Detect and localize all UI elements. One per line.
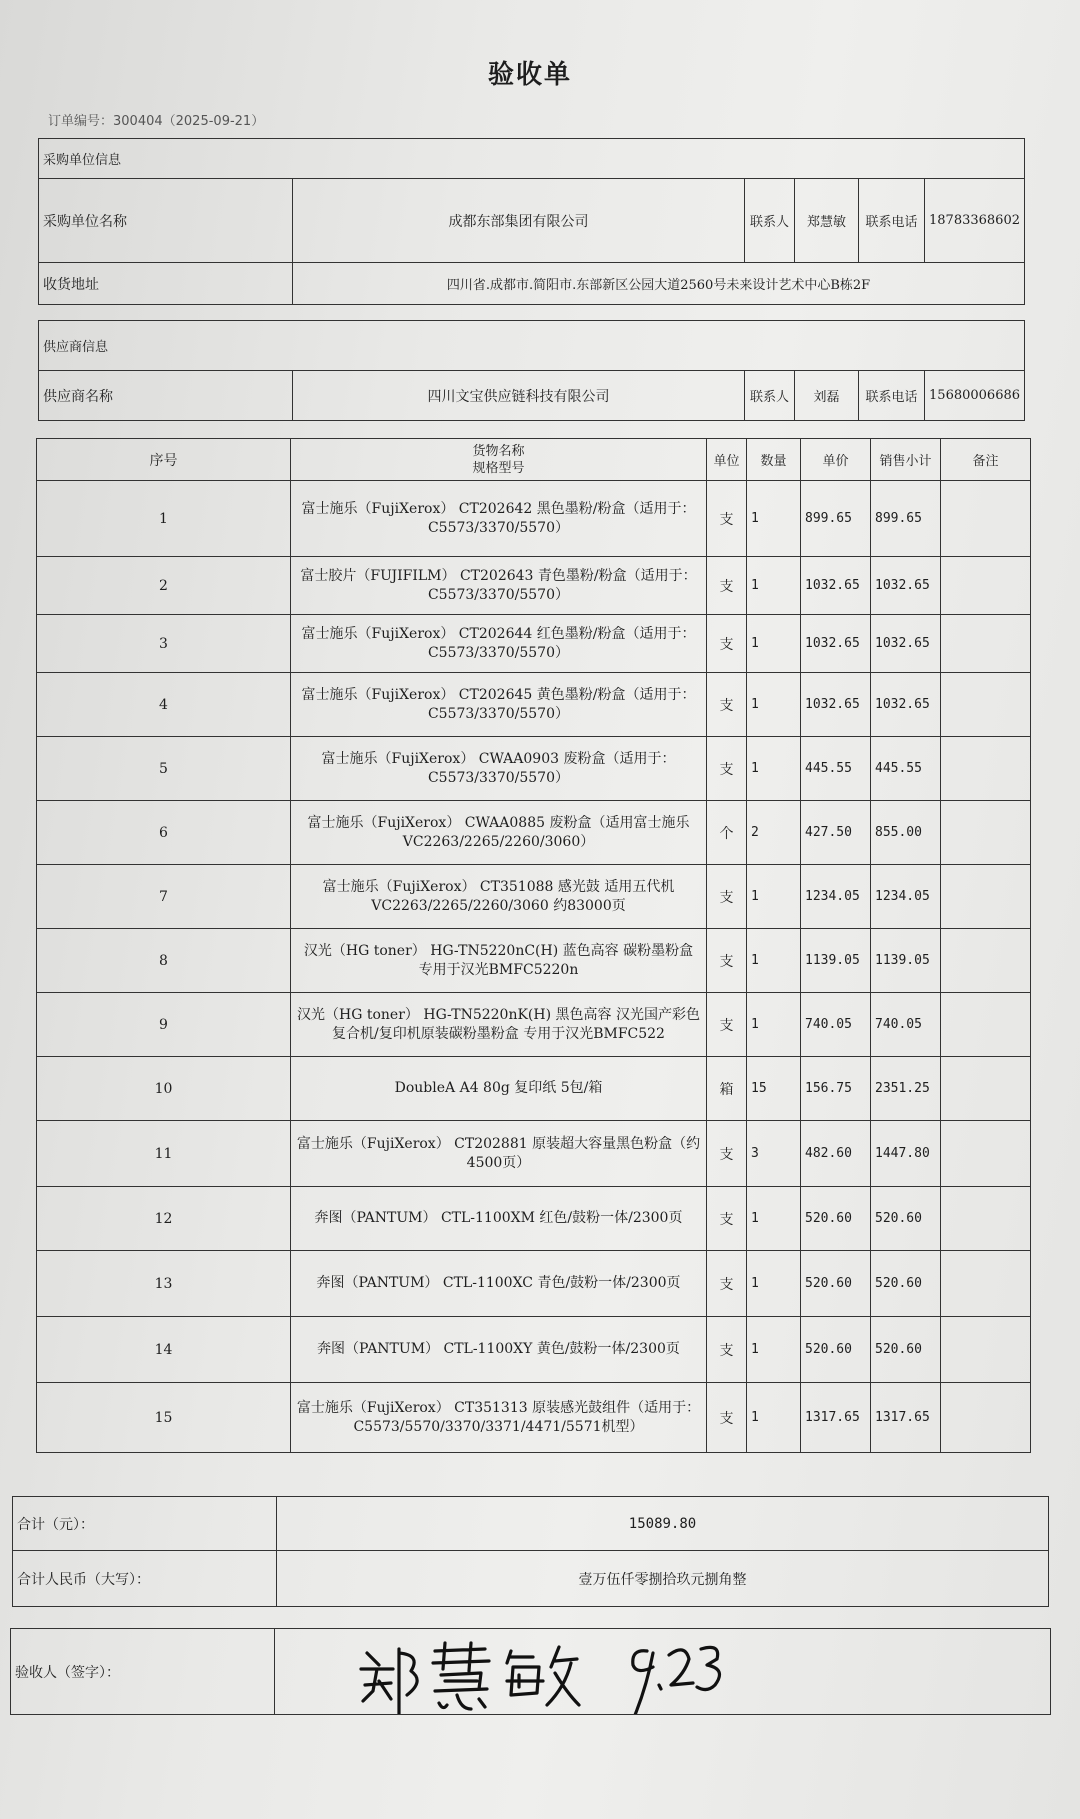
header-seq: 序号 [37, 439, 291, 481]
supplier-contact-label: 联系人 [745, 371, 795, 421]
item-qty: 15 [747, 1057, 801, 1121]
item-unit: 支 [707, 865, 747, 929]
item-subtotal: 1032.65 [871, 615, 941, 673]
table-row [37, 1187, 1031, 1251]
supplier-info-table [38, 320, 1025, 421]
item-price: 899.65 [801, 481, 871, 557]
item-subtotal: 855.00 [871, 801, 941, 865]
item-qty: 1 [747, 557, 801, 615]
item-seq: 12 [37, 1187, 291, 1251]
header-qty: 数量 [747, 439, 801, 481]
header-unit: 单位 [707, 439, 747, 481]
item-unit: 支 [707, 929, 747, 993]
item-seq: 10 [37, 1057, 291, 1121]
handwritten-signature [275, 1629, 1051, 1715]
buyer-address-label: 收货地址 [39, 263, 293, 305]
item-unit: 支 [707, 557, 747, 615]
item-remark [941, 1057, 1031, 1121]
table-row [37, 1121, 1031, 1187]
item-name: 富士施乐（FujiXerox） CT202645 黄色墨粉/粉盒（适用于：C5573/3370/5570） [291, 673, 707, 737]
item-price: 1032.65 [801, 557, 871, 615]
supplier-section-label: 供应商信息 [39, 321, 1025, 371]
item-name: 富士施乐（FujiXerox） CT351313 原装感光鼓组件（适用于：C5573/5570/3370/3371/4471/5571机型） [291, 1383, 707, 1453]
item-name: 汉光（HG toner） HG-TN5220nK(H) 黑色高容 汉光国产彩色复合机/复印机原装碳粉墨粉盒 专用于汉光BMFC522 [291, 993, 707, 1057]
order-number-label: 订单编号： [48, 114, 114, 129]
buyer-name-label: 采购单位名称 [39, 179, 293, 263]
buyer-section-label: 采购单位信息 [39, 139, 1025, 179]
header-name [291, 439, 707, 481]
item-unit: 支 [707, 673, 747, 737]
buyer-name: 成都东部集团有限公司 [293, 179, 745, 263]
item-remark [941, 801, 1031, 865]
document-title: 验收单 [487, 60, 572, 90]
buyer-phone-label: 联系电话 [859, 179, 925, 263]
item-qty: 1 [747, 673, 801, 737]
items-table [36, 438, 1031, 1453]
item-unit: 支 [707, 737, 747, 801]
supplier-phone: 15680006686 [925, 371, 1025, 421]
item-unit: 支 [707, 1121, 747, 1187]
item-subtotal: 445.55 [871, 737, 941, 801]
buyer-phone: 18783368602 [925, 179, 1025, 263]
item-remark [941, 1121, 1031, 1187]
supplier-name-label: 供应商名称 [39, 371, 293, 421]
table-row [37, 557, 1031, 615]
signature-label: 验收人（签字）： [11, 1629, 275, 1715]
item-price: 520.60 [801, 1251, 871, 1317]
table-row [37, 615, 1031, 673]
table-row [37, 929, 1031, 993]
item-remark [941, 481, 1031, 557]
buyer-contact-label: 联系人 [745, 179, 795, 263]
totals-table [12, 1496, 1049, 1607]
table-row [37, 865, 1031, 929]
order-number [48, 110, 264, 129]
item-subtotal: 2351.25 [871, 1057, 941, 1121]
item-name: 富士施乐（FujiXerox） CT351088 感光鼓 适用五代机VC2263/2265/2260/3060 约83000页 [291, 865, 707, 929]
item-price: 482.60 [801, 1121, 871, 1187]
total-label: 合计（元）： [13, 1497, 277, 1551]
item-subtotal: 1234.05 [871, 865, 941, 929]
header-subtotal: 销售小计 [871, 439, 941, 481]
item-price: 445.55 [801, 737, 871, 801]
item-remark [941, 737, 1031, 801]
item-subtotal: 520.60 [871, 1187, 941, 1251]
buyer-address: 四川省.成都市.简阳市.东部新区公园大道2560号未来设计艺术中心B栋2F [293, 263, 1025, 305]
item-seq: 14 [37, 1317, 291, 1383]
item-name: 富士施乐（FujiXerox） CWAA0885 废粉盒（适用富士施乐VC2263/2265/2260/3060） [291, 801, 707, 865]
item-unit: 箱 [707, 1057, 747, 1121]
item-price: 427.50 [801, 801, 871, 865]
item-price: 156.75 [801, 1057, 871, 1121]
item-name: 富士施乐（FujiXerox） CWAA0903 废粉盒（适用于：C5573/3370/5570） [291, 737, 707, 801]
supplier-contact: 刘磊 [795, 371, 859, 421]
item-name: 富士施乐（FujiXerox） CT202881 原装超大容量黑色粉盒（约4500页） [291, 1121, 707, 1187]
item-seq: 13 [37, 1251, 291, 1317]
item-remark [941, 929, 1031, 993]
item-seq: 15 [37, 1383, 291, 1453]
supplier-name: 四川文宝供应链科技有限公司 [293, 371, 745, 421]
item-subtotal: 1032.65 [871, 673, 941, 737]
item-qty: 1 [747, 615, 801, 673]
signature-table [10, 1628, 1051, 1715]
header-name-line2: 规格型号 [472, 460, 525, 476]
item-remark [941, 1383, 1031, 1453]
header-name-line1: 货物名称 [472, 443, 525, 459]
table-row [37, 993, 1031, 1057]
buyer-info-table [38, 138, 1025, 305]
item-name: 富士胶片（FUJIFILM） CT202643 青色墨粉/粉盒（适用于：C5573/3370/5570） [291, 557, 707, 615]
item-name: 富士施乐（FujiXerox） CT202644 红色墨粉/粉盒（适用于：C5573/3370/5570） [291, 615, 707, 673]
item-unit: 支 [707, 481, 747, 557]
item-qty: 2 [747, 801, 801, 865]
item-unit: 支 [707, 1187, 747, 1251]
item-qty: 1 [747, 737, 801, 801]
item-subtotal: 520.60 [871, 1251, 941, 1317]
table-row [37, 1383, 1031, 1453]
order-number-value: 300404（2025-09-21） [113, 114, 265, 129]
item-unit: 支 [707, 615, 747, 673]
table-row [37, 1057, 1031, 1121]
item-qty: 1 [747, 1317, 801, 1383]
item-name: DoubleA A4 80g 复印纸 5包/箱 [291, 1057, 707, 1121]
table-row [37, 1251, 1031, 1317]
item-price: 1317.65 [801, 1383, 871, 1453]
table-row [37, 1317, 1031, 1383]
item-remark [941, 1187, 1031, 1251]
supplier-phone-label: 联系电话 [859, 371, 925, 421]
item-seq: 3 [37, 615, 291, 673]
buyer-contact: 郑慧敏 [795, 179, 859, 263]
total-rmb-value: 壹万伍仟零捌拾玖元捌角整 [277, 1551, 1049, 1607]
item-unit: 支 [707, 1317, 747, 1383]
item-price: 1032.65 [801, 615, 871, 673]
item-seq: 11 [37, 1121, 291, 1187]
item-subtotal: 1032.65 [871, 557, 941, 615]
table-row [37, 673, 1031, 737]
item-qty: 3 [747, 1121, 801, 1187]
item-seq: 2 [37, 557, 291, 615]
item-seq: 8 [37, 929, 291, 993]
item-qty: 1 [747, 1187, 801, 1251]
item-seq: 9 [37, 993, 291, 1057]
item-name: 奔图（PANTUM） CTL-1100XM 红色/鼓粉一体/2300页 [291, 1187, 707, 1251]
item-price: 1139.05 [801, 929, 871, 993]
table-row [37, 801, 1031, 865]
item-name: 富士施乐（FujiXerox） CT202642 黑色墨粉/粉盒（适用于：C5573/3370/5570） [291, 481, 707, 557]
item-remark [941, 865, 1031, 929]
item-name: 奔图（PANTUM） CTL-1100XC 青色/鼓粉一体/2300页 [291, 1251, 707, 1317]
item-qty: 1 [747, 865, 801, 929]
item-seq: 4 [37, 673, 291, 737]
item-remark [941, 993, 1031, 1057]
item-subtotal: 1317.65 [871, 1383, 941, 1453]
item-name: 汉光（HG toner） HG-TN5220nC(H) 蓝色高容 碳粉墨粉盒 专用于汉光BMFC5220n [291, 929, 707, 993]
item-subtotal: 1447.80 [871, 1121, 941, 1187]
item-price: 520.60 [801, 1317, 871, 1383]
item-name: 奔图（PANTUM） CTL-1100XY 黄色/鼓粉一体/2300页 [291, 1317, 707, 1383]
item-qty: 1 [747, 1251, 801, 1317]
header-price: 单价 [801, 439, 871, 481]
item-seq: 7 [37, 865, 291, 929]
item-price: 520.60 [801, 1187, 871, 1251]
item-price: 1234.05 [801, 865, 871, 929]
item-seq: 5 [37, 737, 291, 801]
table-row [37, 737, 1031, 801]
item-remark [941, 673, 1031, 737]
item-qty: 1 [747, 993, 801, 1057]
item-unit: 支 [707, 1383, 747, 1453]
item-subtotal: 1139.05 [871, 929, 941, 993]
item-qty: 1 [747, 481, 801, 557]
header-remark: 备注 [941, 439, 1031, 481]
item-unit: 支 [707, 993, 747, 1057]
item-qty: 1 [747, 1383, 801, 1453]
item-remark [941, 1317, 1031, 1383]
item-seq: 1 [37, 481, 291, 557]
item-seq: 6 [37, 801, 291, 865]
item-subtotal: 520.60 [871, 1317, 941, 1383]
item-remark [941, 615, 1031, 673]
total-value: 15089.80 [277, 1497, 1049, 1551]
item-price: 1032.65 [801, 673, 871, 737]
item-subtotal: 899.65 [871, 481, 941, 557]
total-rmb-label: 合计人民币（大写）： [13, 1551, 277, 1607]
item-rows [37, 481, 1031, 1453]
item-unit: 个 [707, 801, 747, 865]
signature-area [275, 1629, 1051, 1715]
table-row [37, 481, 1031, 557]
item-remark [941, 557, 1031, 615]
item-unit: 支 [707, 1251, 747, 1317]
item-subtotal: 740.05 [871, 993, 941, 1057]
item-price: 740.05 [801, 993, 871, 1057]
item-qty: 1 [747, 929, 801, 993]
item-remark [941, 1251, 1031, 1317]
